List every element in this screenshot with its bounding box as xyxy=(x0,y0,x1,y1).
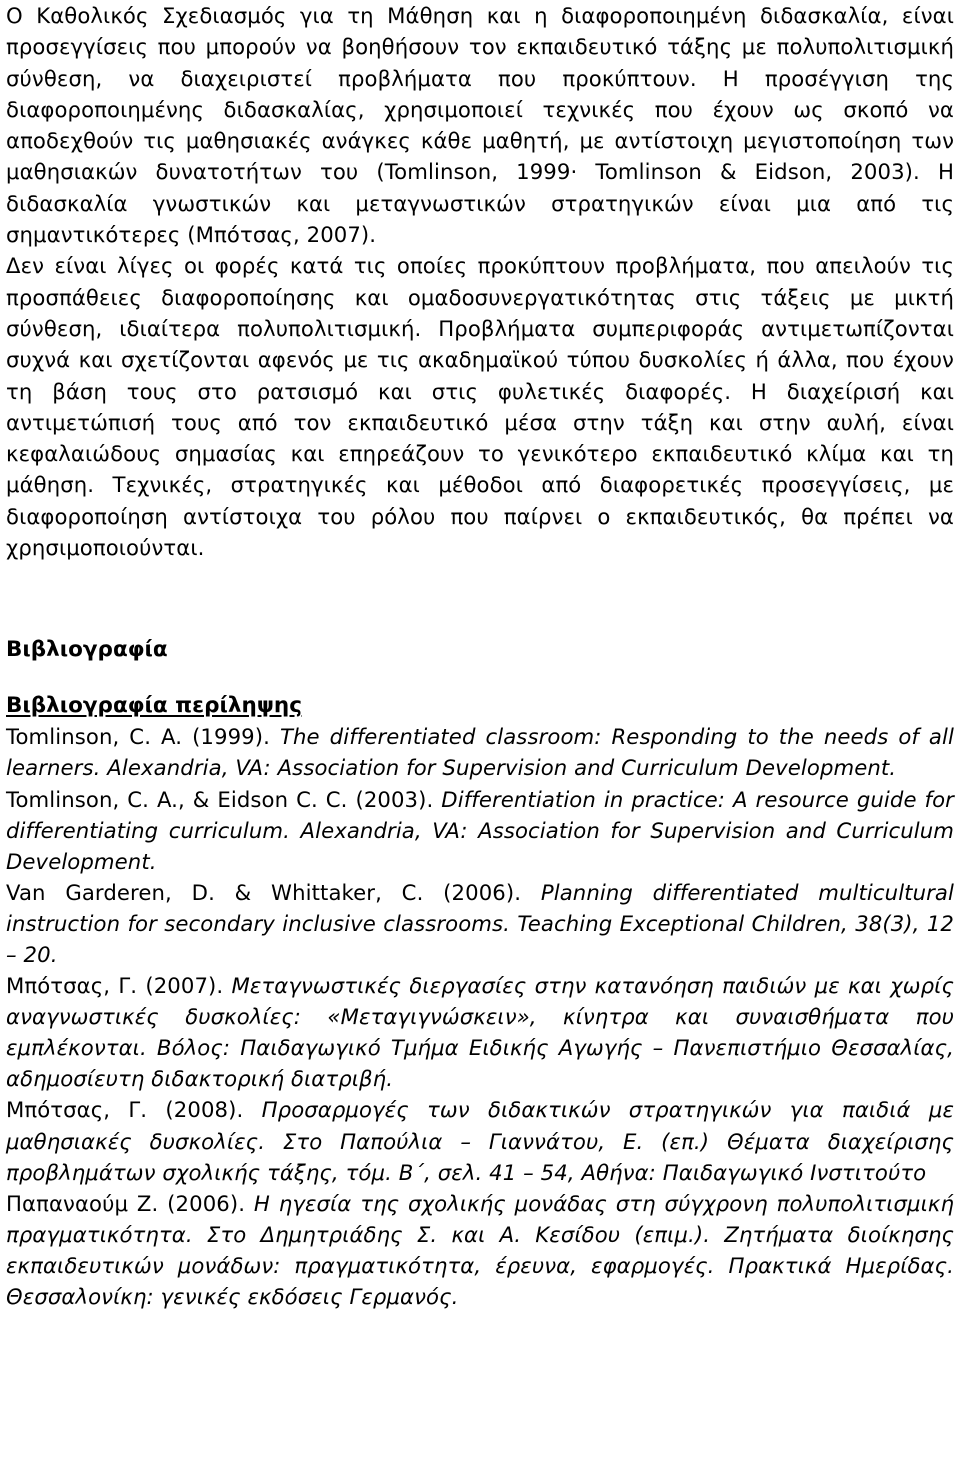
body-paragraph-1: Ο Καθολικός Σχεδιασμός για τη Μάθηση και η διαφοροποιημένη διδασκαλία, είναι προσεγγίσεις που μπορούν να βοηθήσουν τον εκπαιδευτικό τάξης με πολυπολιτισμική σύνθεση, να διαχειριστεί προβλήματα που προκύπτουν. Η προσέγγιση της διαφοροποιημένης διδασκαλίας, χρησιμοποιεί τεχνικές που έχουν ως σκοπό να αποδεχθούν τις μαθησιακές ανάγκες κάθε μαθητή, με αντίστοιχη μεγιστοποίηση των μαθησιακών δυνατοτήτων του (Tomlinson, 1999· Tomlinson & Eidson, 2003). Η διδασκαλία γνωστικών και μεταγνωστικών στρατηγικών είναι μια από τις σημαντικότερες (Μπότσας, 2007). xyxy=(6,3,954,248)
reference-item xyxy=(6,877,954,970)
bibliography-heading: Βιβλιογραφία xyxy=(6,637,168,663)
reference-author: Tomlinson, C. A. (1999). xyxy=(6,724,270,750)
reference-item xyxy=(6,1094,954,1187)
reference-author: Tomlinson, C. A., & Eidson C. C. (2003). xyxy=(6,786,434,812)
body-paragraph-2: Δεν είναι λίγες οι φορές κατά τις οποίες προκύπτουν προβλήματα, που απειλούν τις προσπάθειες διαφοροποίησης και ομαδοσυνεργατικότητας στις τάξεις με μικτή σύνθεση, ιδιαίτερα πολυπολιτισμική. Προβλήματα συμπεριφοράς αντιμετωπίζονται συχνά και σχετίζονται αφενός με τις ακαδημαϊκού τύπου δυσκολίες ή άλλα, που έχουν τη βάση τους στο ρατσισμό και στις φυλετικές διαφορές. Η διαχείρισή και αντιμετώπισή τους από τον εκπαιδευτικό μέσα στην τάξη και στην αυλή, είναι κεφαλαιώδους σημασίας και επηρεάζουν το γενικότερο εκπαιδευτικό κλίμα και τη μάθηση. Τεχνικές, στρατηγικές και μέθοδοι από διαφορετικές προσεγγίσεις, με διαφοροποίηση αντίστοιχα του ρόλου που παίρνει ο εκπαιδευτικός, θα πρέπει να χρησιμοποιούνται. xyxy=(6,253,954,561)
reference-details: Μεταγνωστικές διεργασίες στην κατανόηση παιδιών με και χωρίς αναγνωστικές δυσκολίες: «Μεταγιγνώσκειν», κίνητρα και συναισθήματα που εμπλέκονται. Βόλος: Παιδαγωγικό Τμήμα Ειδικής Αγωγής – Πανεπιστήμιο Θεσσαλίας, αδημοσίευτη διδακτορική διατριβή. xyxy=(6,973,954,1092)
bibliography-subheading: Βιβλιογραφία περίληψης xyxy=(6,693,302,719)
reference-author: Μπότσας, Γ. (2008). xyxy=(6,1097,244,1123)
reference-details: Differentiation in practice: A resource guide for differentiating curriculum. Alexandria, VA: Association for Supervision and Curriculum Development. xyxy=(6,786,954,874)
reference-details: The differentiated classroom: Responding to the needs of all learners. Alexandria, VA: Association for Supervision and Curriculum Development. xyxy=(6,724,954,781)
reference-list xyxy=(6,721,954,1312)
document-page xyxy=(6,0,954,1312)
reference-details: Η ηγεσία της σχολικής μονάδας στη σύγχρονη πολυπολιτισμική πραγματικότητα. Στο Δημητριάδης Σ. και Α. Κεσίδου (επιμ.). Ζητήματα διοίκησης εκπαιδευτικών μονάδων: πραγματικότητα, έρευνα, εφαρμογές. Πρακτικά Ημερίδας. Θεσσαλονίκη: γενικές εκδόσεις Γερμανός. xyxy=(6,1190,954,1310)
reference-author: Παπαναούμ Ζ. (2006). xyxy=(6,1190,246,1216)
reference-details: Planning differentiated multicultural instruction for secondary inclusive classrooms. Teaching Exceptional Children, 38(3), 12 – 20. xyxy=(6,879,955,967)
reference-item xyxy=(6,784,954,877)
reference-details: Προσαρμογές των διδακτικών στρατηγικών για παιδιά με μαθησιακές δυσκολίες. Στο Παπούλια – Γιαννάτου, Ε. (επ.) Θέματα διαχείρισης προβλημάτων σχολικής τάξης, τόμ. Β΄, σελ. 41 – 54, Αθήνα: Παιδαγωγικό Ινστιτούτο xyxy=(6,1097,955,1185)
reference-item xyxy=(6,721,954,783)
reference-item xyxy=(6,970,954,1094)
reference-author: Van Garderen, D. & Whittaker, C. (2006). xyxy=(6,879,522,905)
reference-author: Μπότσας, Γ. (2007). xyxy=(6,973,224,999)
reference-item xyxy=(6,1188,954,1312)
